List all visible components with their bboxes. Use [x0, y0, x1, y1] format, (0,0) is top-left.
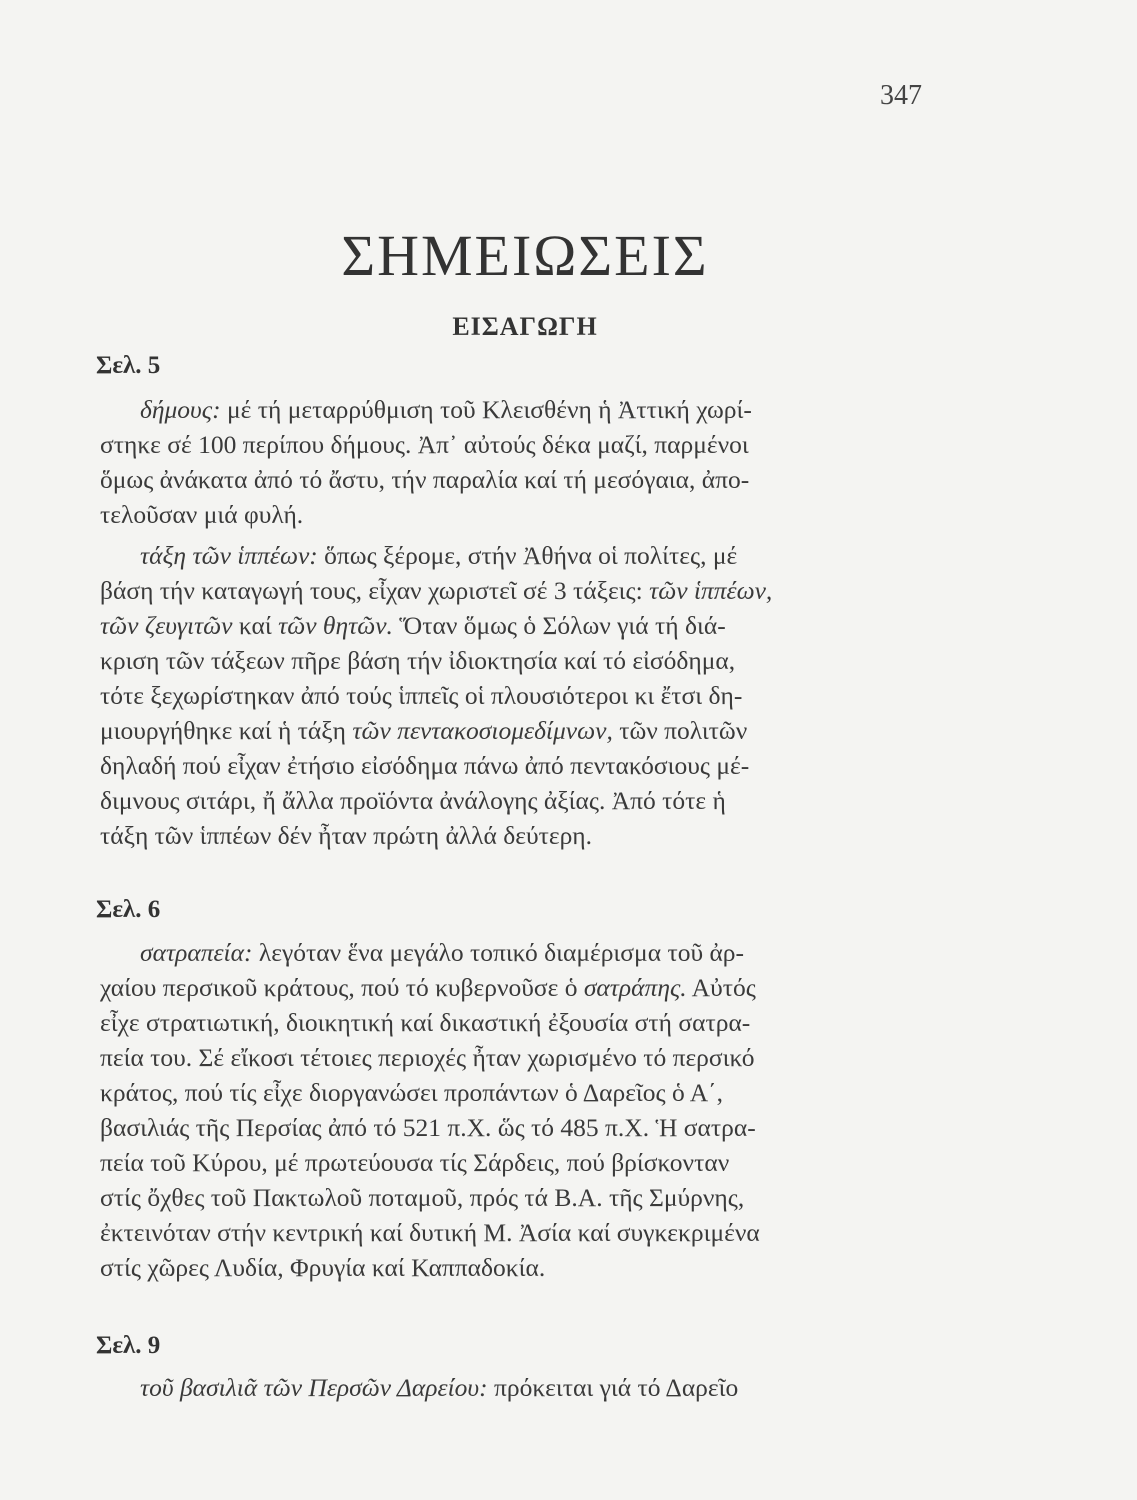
text-line	[100, 1250, 915, 1285]
text-run: πρόκειται γιά τό Δαρεῖο	[487, 1373, 739, 1402]
text-run: μιουργήθηκε καί ἡ τάξη	[100, 716, 353, 745]
paragraph-dimous	[100, 392, 915, 532]
italic-term: τῶν ζευγιτῶν	[100, 611, 233, 640]
text-run: διμνους σιτάρι, ἤ ἄλλα προϊόντα ἀνάλογης ἀξίας. Ἀπό τότε ἡ	[100, 786, 726, 815]
italic-term: δήμους:	[140, 395, 221, 424]
page-title: ΣΗΜΕΙΩΣΕΙΣ	[341, 222, 709, 288]
section-heading-sel5: Σελ. 5	[96, 352, 161, 379]
text-run: πεία τοῦ Κύρου, μέ πρωτεύουσα τίς Σάρδεις, πού βρίσκονταν	[100, 1148, 730, 1177]
section-heading-sel9: Σελ. 9	[96, 1332, 161, 1359]
page-number: 347	[880, 80, 922, 111]
text-run: κριση τῶν τάξεων πῆρε βάση τήν ἰδιοκτησία καί τό εἰσόδημα,	[100, 646, 736, 675]
text-line	[100, 678, 915, 713]
text-line	[100, 1075, 915, 1110]
text-run: ὅμως ἀνάκατα ἀπό τό ἄστυ, τήν παραλία καί τή μεσόγαια, ἀπο-	[100, 465, 750, 494]
text-run: τῶν πολιτῶν	[612, 716, 748, 745]
text-line	[100, 1005, 915, 1040]
text-run: χαίου περσικοῦ κράτους, πού τό κυβερνοῦσε ὁ	[100, 973, 584, 1002]
text-line	[100, 1180, 915, 1215]
text-run: ὅπως ξέρομε, στήν Ἀθήνα οἱ πολίτες, μέ	[317, 541, 738, 570]
italic-term: σατράπης.	[583, 973, 687, 1002]
paragraph-dareios	[100, 1370, 915, 1405]
italic-term: τῶν θητῶν.	[278, 611, 393, 640]
text-run: τελοῦσαν μιά φυλή.	[100, 500, 304, 529]
text-run: τότε ξεχωρίστηκαν ἀπό τούς ἱππεῖς οἱ πλουσιότεροι κι ἔτσι δη-	[100, 681, 743, 710]
text-line	[100, 1145, 915, 1180]
section-subtitle: ΕΙΣΑΓΩΓΗ	[452, 311, 598, 341]
text-run: κράτος, πού τίς εἶχε διοργανώσει προπάντων ὁ Δαρεῖος ὁ Α΄,	[100, 1078, 723, 1107]
text-run: τάξη τῶν ἱππέων δέν ἦταν πρώτη ἀλλά δεύτερη.	[100, 821, 593, 850]
text-run: στηκε σέ 100 περίπου δήμους. Ἀπ᾽ αὐτούς δέκα μαζί, παρμένοι	[100, 430, 749, 459]
italic-term: τοῦ βασιλιᾶ τῶν Περσῶν Δαρείου:	[140, 1373, 488, 1402]
text-run: βασιλιάς τῆς Περσίας ἀπό τό 521 π.Χ. ὥς τό 485 π.Χ. Ἡ σατρα-	[100, 1113, 756, 1142]
section-heading-sel6: Σελ. 6	[96, 896, 161, 923]
text-run: Ὅταν ὅμως ὁ Σόλων γιά τή διά-	[392, 611, 726, 640]
text-line	[100, 427, 915, 462]
text-line	[100, 1215, 915, 1250]
text-line	[100, 1370, 915, 1405]
text-run: πεία του. Σέ εἴκοσι τέτοιες περιοχές ἦταν χωρισμένο τό περσικό	[100, 1043, 755, 1072]
text-line	[100, 818, 915, 853]
text-line	[100, 573, 915, 608]
text-line	[100, 497, 915, 532]
text-run: στίς ὄχθες τοῦ Πακτωλοῦ ποταμοῦ, πρός τά Β.Α. τῆς Σμύρνης,	[100, 1183, 745, 1212]
italic-term: σατραπεία:	[140, 938, 253, 967]
text-line	[100, 608, 915, 643]
italic-term: τῶν πεντακοσιομεδίμνων,	[352, 716, 613, 745]
text-run: μέ τή μεταρρύθμιση τοῦ Κλεισθένη ἡ Ἀττική χωρί-	[220, 395, 752, 424]
text-run: Αὐτός	[686, 973, 756, 1002]
text-run: δηλαδή πού εἶχαν ἐτήσιο εἰσόδημα πάνω ἀπό πεντακόσιους μέ-	[100, 751, 750, 780]
text-line	[100, 462, 915, 497]
text-line	[100, 643, 915, 678]
text-line	[100, 783, 915, 818]
text-line	[100, 970, 915, 1005]
text-line	[100, 748, 915, 783]
text-run: βάση τήν καταγωγή τους, εἶχαν χωριστεῖ σέ 3 τάξεις:	[100, 576, 650, 605]
italic-term: τάξη τῶν ἱππέων:	[140, 541, 318, 570]
text-line	[100, 935, 915, 970]
text-run: καί	[232, 611, 279, 640]
text-line	[100, 392, 915, 427]
text-run: λεγόταν ἕνα μεγάλο τοπικό διαμέρισμα τοῦ ἀρ-	[252, 938, 745, 967]
text-line	[100, 1110, 915, 1145]
text-run: στίς χῶρες Λυδία, Φρυγία καί Καππαδοκία.	[100, 1253, 546, 1282]
text-line	[100, 1040, 915, 1075]
paragraph-taxi-ippeon	[100, 538, 915, 853]
paragraph-satrapeia	[100, 935, 915, 1285]
text-run: ἐκτεινόταν στήν κεντρική καί δυτική Μ. Ἀσία καί συγκεκριμένα	[100, 1218, 760, 1247]
text-line	[100, 713, 915, 748]
italic-term: τῶν ἱππέων,	[649, 576, 773, 605]
text-line	[100, 538, 915, 573]
text-run: εἶχε στρατιωτική, διοικητική καί δικαστική ἐξουσία στή σατρα-	[100, 1008, 751, 1037]
